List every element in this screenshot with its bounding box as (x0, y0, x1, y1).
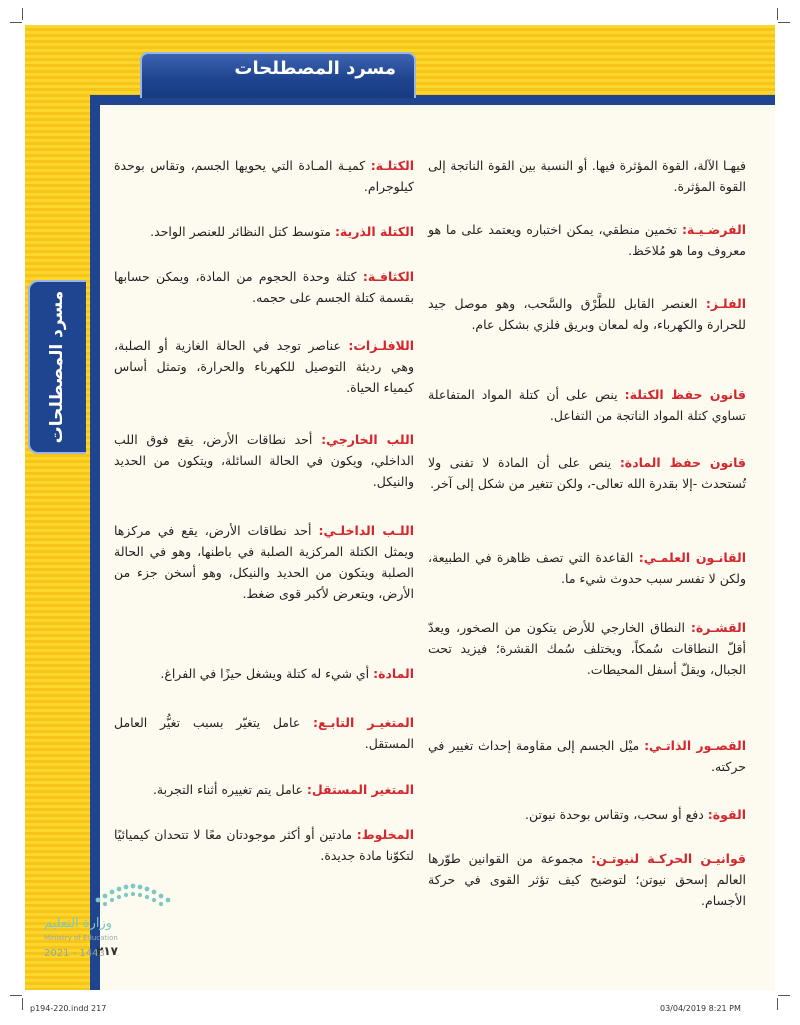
ministry-logo-subtitle: Ministry of Education (44, 934, 118, 942)
glossary-entry: المتغير المستقل: عامل يتم تغييره أثناء التجربة. (152, 782, 414, 797)
edition-year: 2021 - 1443 (44, 948, 105, 959)
page-number: ٢١٧ (96, 944, 118, 958)
glossary-entry: الفرضـيـة: تخمين منطقي، يمكن اختباره ويعتمد على ما هو معروف وما هو مُلاحَظ. (428, 222, 746, 258)
glossary-entry: القصـور الذاتـي: ميْل الجسم إلى مقاومة إحداث تغيير في حركته. (428, 738, 746, 774)
page-title: مسرد المصطلحات (234, 58, 396, 79)
glossary-entry: الفلـز: العنصر القابل للطَّرْق والسَّحب، وهو موصل جيد للحرارة والكهرباء، وله لمعان وبريق فلزي بشكل عام. (428, 296, 746, 332)
footer-datetime: 03/04/2019 8:21 PM (660, 1004, 741, 1013)
glossary-entry: المادة: أي شيء له كتلة ويشغل حيزًا في الفراغ. (160, 666, 414, 681)
glossary-entry: الكتلـة: كميـة المـادة التي يحويها الجسم، وتقاس بوحدة كيلوجرام. (114, 158, 414, 194)
side-tab-label: مسرد المصطلحات (47, 290, 67, 444)
glossary-entry: اللب الخارجي: أحد نطاقات الأرض، يقع فوق اللب الداخلي، ويكون في الحالة السائلة، ويتكون من الحديد والنيكل. (114, 432, 414, 489)
glossary-entry: فيهـا الآلة، القوة المؤثرة فيها. أو النسبة بين القوة الناتجة إلى القوة المؤثرة. (428, 158, 746, 194)
glossary-entry: قوانيـن الحركـة لنيوتـن: مجموعة من القوانين طوّرها العالم إسحق نيوتن؛ لتوضيح كيف تؤثر القوى في حركة الأجسام. (428, 851, 746, 908)
footer-file: p194-220.indd 217 (30, 1004, 107, 1013)
glossary-entry: الكتلة الذرية: متوسط كتل النظائر للعنصر الواحد. (150, 224, 414, 239)
glossary-entry: قانون حفظ الكتلة: ينص على أن كتلة المواد المتفاعلة تساوي كتلة المواد الناتجة من التفاعل. (428, 387, 746, 423)
glossary-entry: القشـرة: النطاق الخارجي للأرض يتكون من الصخور، ويعدّ أقلّ النطاقات سُمكاً، ويختلف سُمك القشرة؛ فيزيد تحت الجبال، ويقلّ أسفل المحيطات. (428, 620, 746, 677)
glossary-entry: المخلوط: مادتين أو أكثر موجودتان معًا لا تتحدان كيميائيًا لتكوّنا مادة جديدة. (114, 827, 414, 863)
glossary-entry: اللـب الداخلـي: أحد نطاقات الأرض، يقع في مركزها ويمثل الكتلة المركزية الصلبة في باطنها، وهو في الحالة الصلبة ويتكون من الحديد والنيكل، وهو أسخن جزء من الأرض، ويتعرض لأكبر قوى ضغط. (114, 523, 415, 601)
glossary-entry: اللافلـزات: عناصر توجد في الحالة الغازية أو الصلبة، وهي رديئة التوصيل للكهرباء والحرارة، وتمثل أساس كيمياء الحياة. (114, 338, 414, 395)
glossary-entry: الكثافـة: كتلة وحدة الحجوم من المادة، ويمكن حسابها بقسمة كتلة الجسم على حجمه. (114, 269, 414, 305)
ministry-logo-name: وزارة التعليم (44, 916, 113, 931)
glossary-entry: القوة: دفع أو سحب، وتقاس بوحدة نيوتن. (525, 807, 746, 822)
glossary-entry: القانـون العلمـي: القاعدة التي تصف ظاهرة في الطبيعة، ولكن لا تفسر سبب حدوث شيء ما. (428, 550, 746, 586)
glossary-entry: المتغيـر التابـع: عامل يتغيّر بسبب تغيُّر العامل المستقل. (114, 715, 414, 751)
ministry-logo-dots-icon (92, 880, 176, 910)
glossary-entry: قانون حفظ المادة: ينص على أن المادة لا تفنى ولا تُستحدث -إلا بقدرة الله تعالى-، ولكن تتغير من شكل إلى آخر. (428, 455, 746, 491)
